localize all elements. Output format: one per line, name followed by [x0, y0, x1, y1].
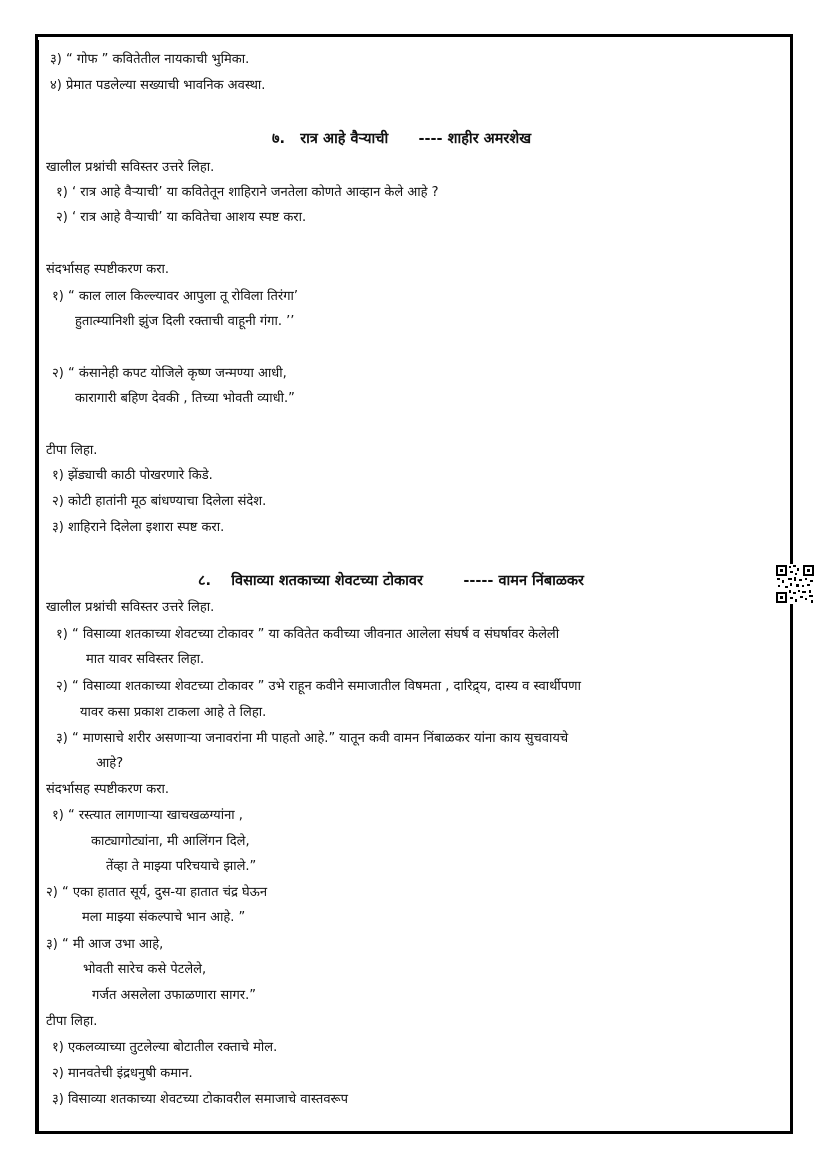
- section8-number: ८.: [198, 573, 212, 589]
- section8-note-3: ३) विसाव्या शतकाच्या शेवटच्या टोकावरील समाजाचे वास्तवरूप: [52, 1092, 349, 1107]
- section8-question-1-line-2: मात यावर सविस्तर लिहा.: [86, 652, 205, 667]
- section8-question-2-line-2: यावर कसा प्रकाश टाकला आहे ते लिहा.: [80, 705, 267, 720]
- section8-note-2: २) मानवतेची इंद्रधनुषी कमान.: [52, 1066, 193, 1081]
- section8-reference-3-line-3: गर्जत असलेला उफाळणारा सागर.”: [92, 988, 256, 1003]
- section7-reference-2-line-1: २) “ कंसानेही कपट योजिले कृष्ण जन्मण्या आधी,: [52, 366, 287, 381]
- section8-author: ----- वामन निंबाळकर: [463, 573, 584, 589]
- section8-notes-heading: टीपा लिहा.: [46, 1014, 98, 1029]
- section8-reference-1-line-2: काट्यागोट्यांना, मी आलिंगन दिले,: [91, 834, 250, 849]
- section8-reference-heading: संदर्भासह स्पष्टीकरण करा.: [46, 782, 170, 797]
- section8-question-3-line-2: आहे?: [96, 756, 124, 771]
- section7-reference-2-line-2: कारागारी बहिण देवकी , तिच्या भोवती व्याधी.”: [75, 391, 295, 406]
- section7-reference-heading: संदर्भासह स्पष्टीकरण करा.: [46, 262, 170, 277]
- prev-question-4: ४) प्रेमात पडलेल्या सख्याची भावनिक अवस्था.: [50, 78, 266, 93]
- inner-border-line: [37, 40, 39, 1133]
- section7-note-1: १) झेंड्याची काठी पोखरणारे किडे.: [52, 468, 213, 483]
- section7-title: रात्र आहे वैऱ्याची: [300, 131, 389, 147]
- section7-note-3: ३) शाहिराने दिलेला इशारा स्पष्ट करा.: [52, 520, 225, 535]
- section8-long-question-heading: खालील प्रश्नांची सविस्तर उत्तरे लिहा.: [46, 600, 215, 615]
- prev-question-3: ३) “ गोफ ” कवितेतील नायकाची भुमिका.: [50, 52, 250, 67]
- section8-question-2-line-1: २) “ विसाव्या शतकाच्या शेवटच्या टोकावर ” उभे राहून कवीने समाजातील विषमता , दारिद्र्य, दास्य व स्वार्थीपणा: [56, 679, 581, 694]
- section8-reference-2-line-1: २) “ एका हातात सूर्य, दुस-या हातात चंद्र घेऊन: [46, 885, 268, 900]
- section7-reference-1-line-1: १) “ काल लाल किल्ल्यावर आपुला तू रोविला तिरंगा’: [52, 289, 299, 304]
- section7-note-2: २) कोटी हातांनी मूठ बांधण्याचा दिलेला संदेश.: [52, 494, 267, 509]
- qr-code-icon: [775, 564, 815, 604]
- section7-author: ---- शाहीर अमरशेख: [418, 131, 532, 147]
- section8-reference-3-line-1: ३) “ मी आज उभा आहे,: [46, 937, 164, 952]
- section8-reference-2-line-2: मला माझ्या संकल्पाचे भान आहे. ”: [82, 910, 246, 925]
- section8-reference-3-line-2: भोवती सारेच कसे पेटलेले,: [83, 962, 207, 977]
- section7-long-question-1: १) ‘ रात्र आहे वैऱ्याची’ या कवितेतून शाहिराने जनतेला कोणते आव्हान केले आहे ?: [56, 185, 439, 200]
- section8-note-1: १) एकलव्याच्या तुटलेल्या बोटातील रक्ताचे मोल.: [52, 1040, 278, 1055]
- section7-notes-heading: टीपा लिहा.: [46, 443, 98, 458]
- section8-heading: [198, 570, 584, 590]
- section8-reference-1-line-3: तेंव्हा ते माझ्या परिचयाचे झाले.”: [106, 859, 257, 874]
- section7-number: ७.: [272, 131, 286, 147]
- section8-question-3-line-1: ३) “ माणसाचे शरीर असणाऱ्या जनावरांना मी पाहतो आहे.” यातून कवी वामन निंबाळकर यांना काय सुचवायचे: [56, 731, 569, 746]
- section8-reference-1-line-1: १) “ रस्त्यात लागणाऱ्या खाचखळग्यांना ,: [52, 808, 243, 823]
- section7-long-question-heading: खालील प्रश्नांची सविस्तर उत्तरे लिहा.: [46, 160, 215, 175]
- section7-heading: [272, 128, 531, 148]
- section7-reference-1-line-2: हुतात्म्यानिशी झुंज दिली रक्ताची वाहूनी गंगा. ’’: [75, 314, 295, 329]
- section7-long-question-2: २) ‘ रात्र आहे वैऱ्याची’ या कवितेचा आशय स्पष्ट करा.: [56, 210, 307, 225]
- section8-question-1-line-1: १) “ विसाव्या शतकाच्या शेवटच्या टोकावर ” या कवितेत कवीच्या जीवनात आलेला संघर्ष व संघर्षावर केलेली: [56, 627, 560, 642]
- section8-title: विसाव्या शतकाच्या शेवटच्या टोकावर: [231, 573, 423, 589]
